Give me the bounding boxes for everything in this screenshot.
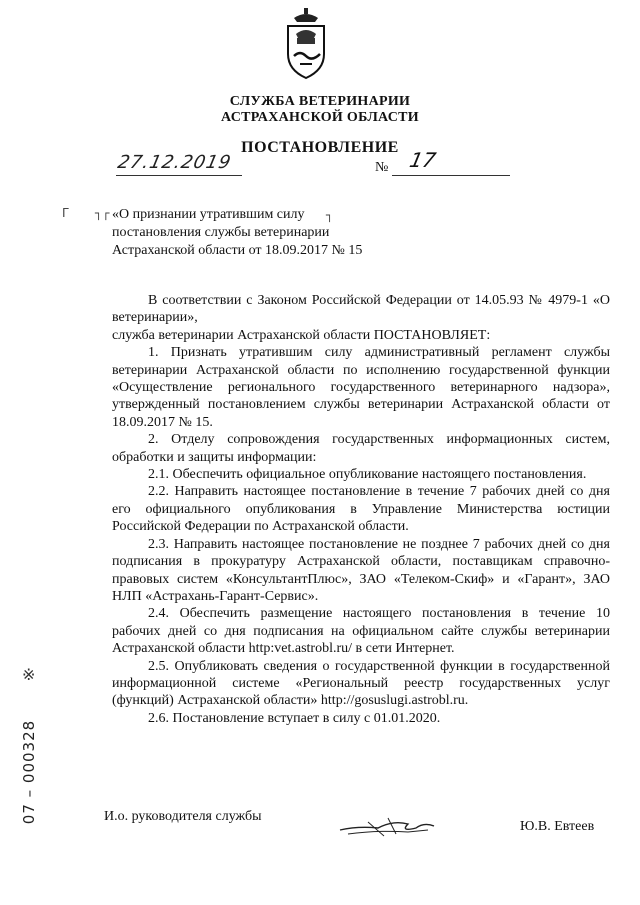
organization-name-line1: СЛУЖБА ВЕТЕРИНАРИИ	[229, 94, 411, 109]
document-number: 17	[407, 148, 439, 172]
body-paragraph-item-2-2: 2.2. Направить настоящее постановление в течение 7 рабочих дней со дня его официального опубликования в Управление Министерства юстиции Российской Федерации по Астраханской области.	[112, 484, 610, 535]
signatory-name: Ю.В. Евтеев	[520, 819, 595, 834]
handwritten-signature-icon	[338, 808, 438, 842]
coat-of-arms-icon	[280, 8, 332, 80]
corner-mark-left: Г	[62, 206, 70, 220]
corner-mark-middle: ┐┌	[95, 206, 110, 220]
date-underline	[116, 175, 242, 176]
subject-line2: постановления службы ветеринарии	[112, 225, 330, 240]
body-paragraph-item-2-4: 2.4. Обеспечить размещение настоящего постановления в течение 10 рабочих дней со дня подписания на официальном сайте службы ветеринарии Астраханской области http:vet.astrobl.ru/ в сети Интернет.	[112, 606, 610, 657]
corner-mark-right: ┐	[326, 208, 334, 222]
body-paragraph-item-2-6: 2.6. Постановление вступает в силу с 01.01.2020.	[148, 710, 441, 726]
organization-name-line2: АСТРАХАНСКОЙ ОБЛАСТИ	[220, 110, 419, 125]
body-paragraph-item-1: 1. Признать утратившим силу административный регламент службы ветеринарии Астраханской области по исполнению государственной функции «Осуществление регионального государственного ветеринарного надзора», утвержденный постановлением службы ветеринарии Астраханской области от 18.09.2017 № 15.	[112, 345, 610, 430]
number-label: №	[375, 160, 389, 175]
registration-stamp-number: 07 – 000328	[20, 719, 38, 825]
subject-line3: Астраханской области от 18.09.2017 № 15	[112, 243, 363, 258]
body-paragraph-item-2: 2. Отделу сопровождения государственных информационных систем, обработки и защиты информации:	[112, 432, 610, 465]
body-paragraph-item-2-3: 2.3. Направить настоящее постановление не позднее 7 рабочих дней со дня подписания в прокуратуру Астраханской области, поставщикам справочно-правовых систем «КонсультантПлюс», ЗАО «Телеком-Скиф» и «Гарант», ЗАО НЛП «Астрахань-Гарант-Сервис».	[112, 536, 610, 604]
body-paragraph-item-2-1: 2.1. Обеспечить официальное опубликование настоящего постановления.	[148, 467, 587, 483]
signatory-role: И.о. руководителя службы	[104, 809, 262, 824]
number-underline	[392, 175, 510, 176]
margin-asterisk-mark: ※	[22, 665, 36, 684]
subject-line1: «О признании утратившим силу	[112, 207, 305, 222]
body-paragraph-resolves: служба ветеринарии Астраханской области ПОСТАНОВЛЯЕТ:	[112, 327, 491, 343]
registration-stamp	[16, 712, 42, 832]
body-paragraph-legal-basis: В соответствии с Законом Российской Федерации от 14.05.93 № 4979-1 «О ветеринарии»,	[112, 293, 610, 326]
document-type: ПОСТАНОВЛЕНИЕ	[241, 139, 399, 156]
document-date: 27.12.2019	[115, 152, 234, 173]
document-body	[112, 292, 610, 727]
body-paragraph-item-2-5: 2.5. Опубликовать сведения о государственной функции в государственной информационной системе «Региональный реестр государственных услуг (функций) Астраханской области» http://gosuslugi.astrobl.ru.	[112, 658, 610, 709]
